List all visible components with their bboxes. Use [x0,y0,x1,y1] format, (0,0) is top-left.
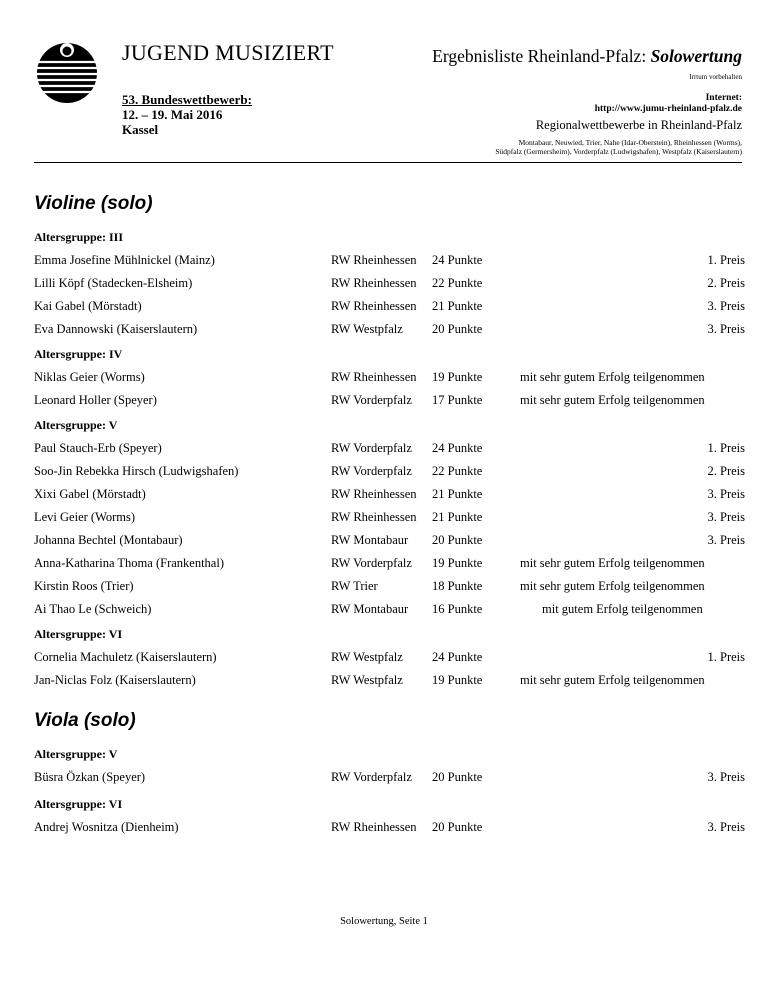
table-row: Kirstin Roos (Trier) RW Trier 18 Punkte mit sehr gutem Erfolg teilgenommen [34,579,705,593]
altersgruppe-heading: Altersgruppe: VI [34,627,123,641]
table-row: Büsra Özkan (Speyer) RW Vorderpfalz 20 Punkte 3. Preis [34,770,745,784]
table-row: Kai Gabel (Mörstadt) RW Rheinhessen 21 Punkte 3. Preis [34,299,745,313]
irrtum-note: Irrtum vorbehalten [689,73,742,81]
altersgruppe-heading: Altersgruppe: VI [34,797,123,811]
table-row: Paul Stauch-Erb (Speyer) RW Vorderpfalz 24 Punkte 1. Preis [34,441,745,455]
header-title: JUGEND MUSIZIERT [122,40,334,65]
page-footer: Solowertung, Seite 1 [340,916,428,927]
altersgruppe-heading: Altersgruppe: V [34,418,118,432]
internet-info: Internet: http://www.jumu-rheinland-pfalz.de [594,93,742,114]
table-row: Niklas Geier (Worms) RW Rheinhessen 19 Punkte mit sehr gutem Erfolg teilgenommen [34,370,705,384]
table-row: Xixi Gabel (Mörstadt) RW Rheinhessen 21 Punkte 3. Preis [34,487,745,501]
section-violine: Violine (solo) [34,193,153,214]
table-row: Lilli Köpf (Stadecken-Elsheim) RW Rheinhessen 22 Punkte 2. Preis [34,276,745,290]
internet-link[interactable]: http://www.jumu-rheinland-pfalz.de [594,104,742,114]
table-row: Emma Josefine Mühlnickel (Mainz) RW Rheinhessen 24 Punkte 1. Preis [34,253,745,267]
altersgruppe-heading: Altersgruppe: V [34,747,118,761]
regional-locations: Montabaur, Neuwied, Trier, Nahe (Idar-Oberstein), Rheinhessen (Worms), Südpfalz (Germersheim), Vorderpfalz (Ludwigshafen), Westpfalz (Kaiserslautern) [495,138,742,156]
table-row: Jan-Niclas Folz (Kaiserslautern) RW Westpfalz 19 Punkte mit sehr gutem Erfolg teilgenommen [34,673,705,687]
section-viola: Viola (solo) [34,710,136,731]
altersgruppe-heading: Altersgruppe: III [34,230,123,244]
jugend-musiziert-logo [34,40,100,106]
regional-title: Regionalwettbewerbe in Rheinland-Pfalz [535,118,742,132]
ergebnisliste-title: Ergebnisliste Rheinland-Pfalz: Solowertung [432,46,742,66]
table-row: Eva Dannowski (Kaiserslautern) RW Westpfalz 20 Punkte 3. Preis [34,322,745,336]
table-row: Leonard Holler (Speyer) RW Vorderpfalz 17 Punkte mit sehr gutem Erfolg teilgenommen [34,393,705,407]
header-divider [34,162,742,163]
table-row: Ai Thao Le (Schweich) RW Montabaur 16 Punkte mit gutem Erfolg teilgenommen [34,602,703,616]
table-row: Levi Geier (Worms) RW Rheinhessen 21 Punkte 3. Preis [34,510,745,524]
table-row: Andrej Wosnitza (Dienheim) RW Rheinhessen 20 Punkte 3. Preis [34,820,745,834]
bundeswettbewerb-info: 53. Bundeswettbewerb: 12. – 19. Mai 2016 Kassel [122,92,252,137]
altersgruppe-heading: Altersgruppe: IV [34,347,123,361]
table-row: Cornelia Machuletz (Kaiserslautern) RW Westpfalz 24 Punkte 1. Preis [34,650,745,664]
table-row: Soo-Jin Rebekka Hirsch (Ludwigshafen) RW Vorderpfalz 22 Punkte 2. Preis [34,464,745,478]
table-row: Anna-Katharina Thoma (Frankenthal) RW Vorderpfalz 19 Punkte mit sehr gutem Erfolg teilgenommen [34,556,705,570]
table-row: Johanna Bechtel (Montabaur) RW Montabaur 20 Punkte 3. Preis [34,533,745,547]
